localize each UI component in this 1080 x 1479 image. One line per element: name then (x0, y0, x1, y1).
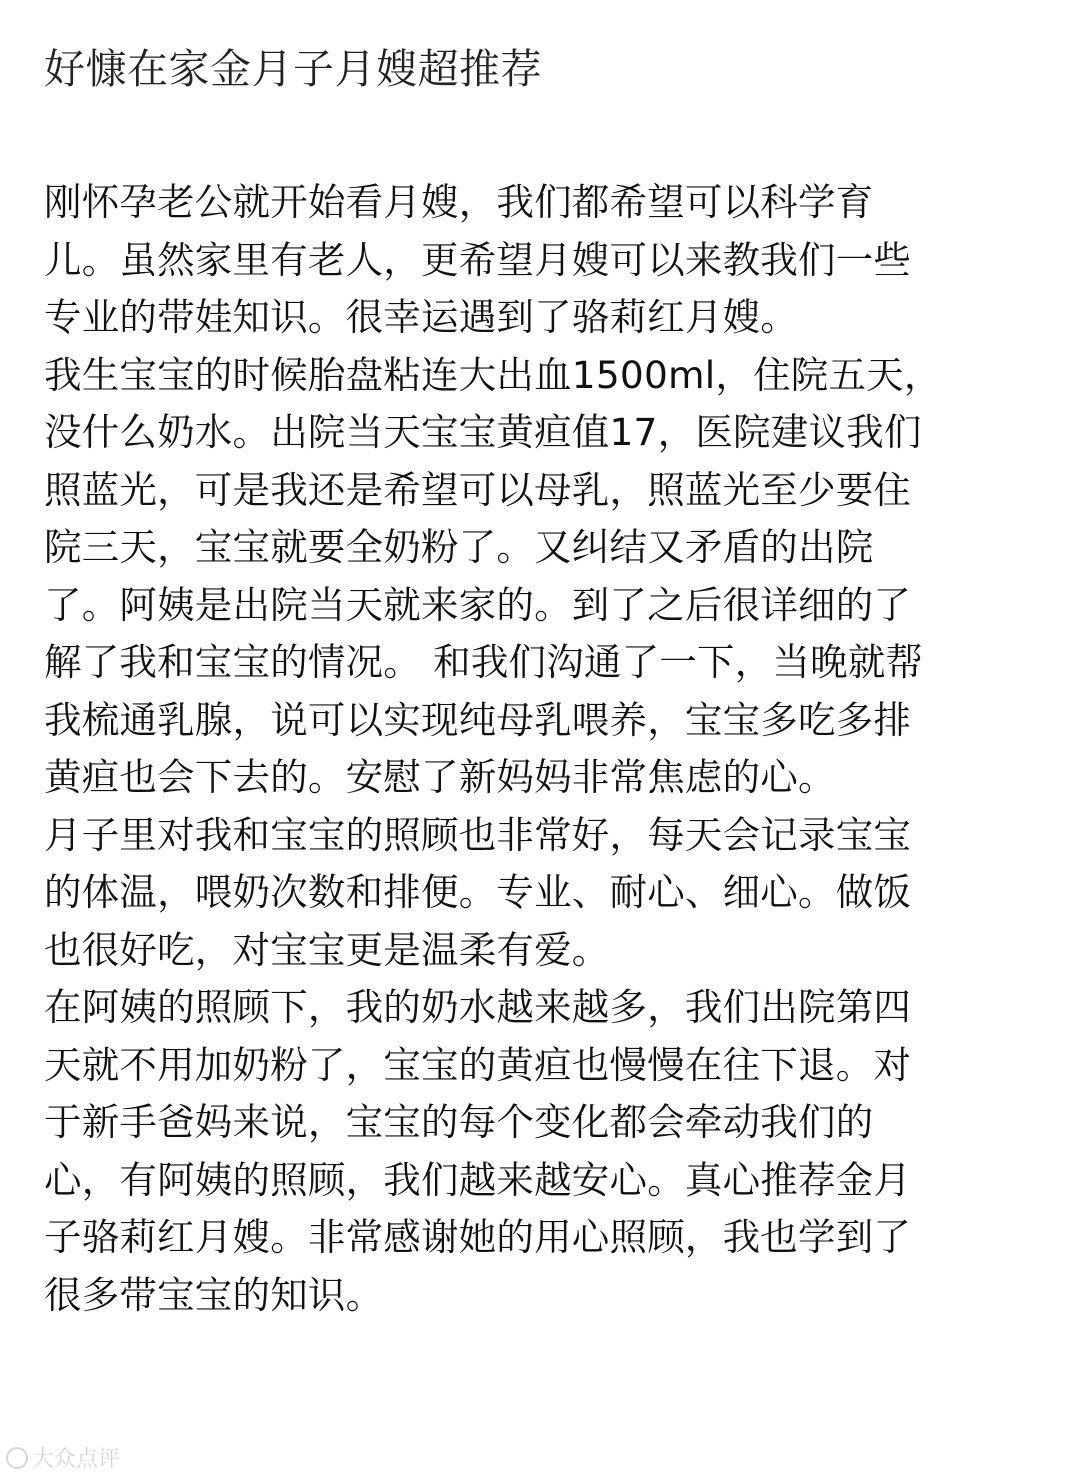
text-line: 儿。虽然家里有老人，更希望月嫂可以来教我们一些 (44, 237, 912, 282)
text-line: 在阿姨的照顾下，我的奶水越来越多，我们出院第四 (44, 985, 912, 1029)
text-line: 也很好吃，对宝宝更是温柔有爱。 (44, 927, 610, 972)
text-line: 很多带宝宝的知识。 (44, 1272, 384, 1317)
watermark (6, 1442, 120, 1473)
paragraph-2 (44, 347, 1040, 807)
paragraph-1 (44, 174, 1040, 347)
text-line: 没什么奶水。出院当天宝宝黄疸值17，医院建议我们 (44, 410, 922, 454)
text-line: 院三天，宝宝就要全奶粉了。又纠结又矛盾的出院 (44, 525, 874, 569)
text-line: 照蓝光，可是我还是希望可以母乳，照蓝光至少要住 (44, 467, 912, 512)
dianping-logo-icon (6, 1447, 28, 1469)
text-line: 黄疸也会下去的。安慰了新妈妈非常焦虑的心。 (44, 755, 836, 799)
paragraph-4 (44, 979, 1040, 1324)
post-title: 好慷在家金月子月嫂超推荐 (44, 45, 542, 93)
text-line: 于新手爸妈来说，宝宝的每个变化都会牵动我们的 (44, 1100, 874, 1144)
text-line: 的体温，喂奶次数和排便。专业、耐心、细心。做饭 (44, 870, 912, 914)
text-line: 我梳通乳腺，说可以实现纯母乳喂养，宝宝多吃多排 (44, 697, 912, 742)
text-line: 月子里对我和宝宝的照顾也非常好，每天会记录宝宝 (44, 812, 912, 857)
text-line: 子骆莉红月嫂。非常感谢她的用心照顾，我也学到了 (44, 1215, 912, 1259)
text-line: 天就不用加奶粉了，宝宝的黄疸也慢慢在往下退。对 (44, 1042, 912, 1087)
text-line: 解了我和宝宝的情况。 和我们沟通了一下，当晚就帮 (44, 640, 924, 684)
watermark-text: 大众点评 (32, 1447, 121, 1472)
post-body (44, 174, 1040, 1324)
text-line: 专业的带娃知识。很幸运遇到了骆莉红月嫂。 (44, 295, 798, 339)
text-line: 我生宝宝的时候胎盘粘连大出血1500ml，住院五天， (44, 352, 942, 397)
paragraph-3 (44, 807, 1040, 980)
text-line: 了。阿姨是出院当天就来家的。到了之后很详细的了 (44, 582, 912, 627)
text-line: 心，有阿姨的照顾，我们越来越安心。真心推荐金月 (44, 1157, 912, 1202)
text-line: 刚怀孕老公就开始看月嫂，我们都希望可以科学育 (44, 180, 874, 224)
